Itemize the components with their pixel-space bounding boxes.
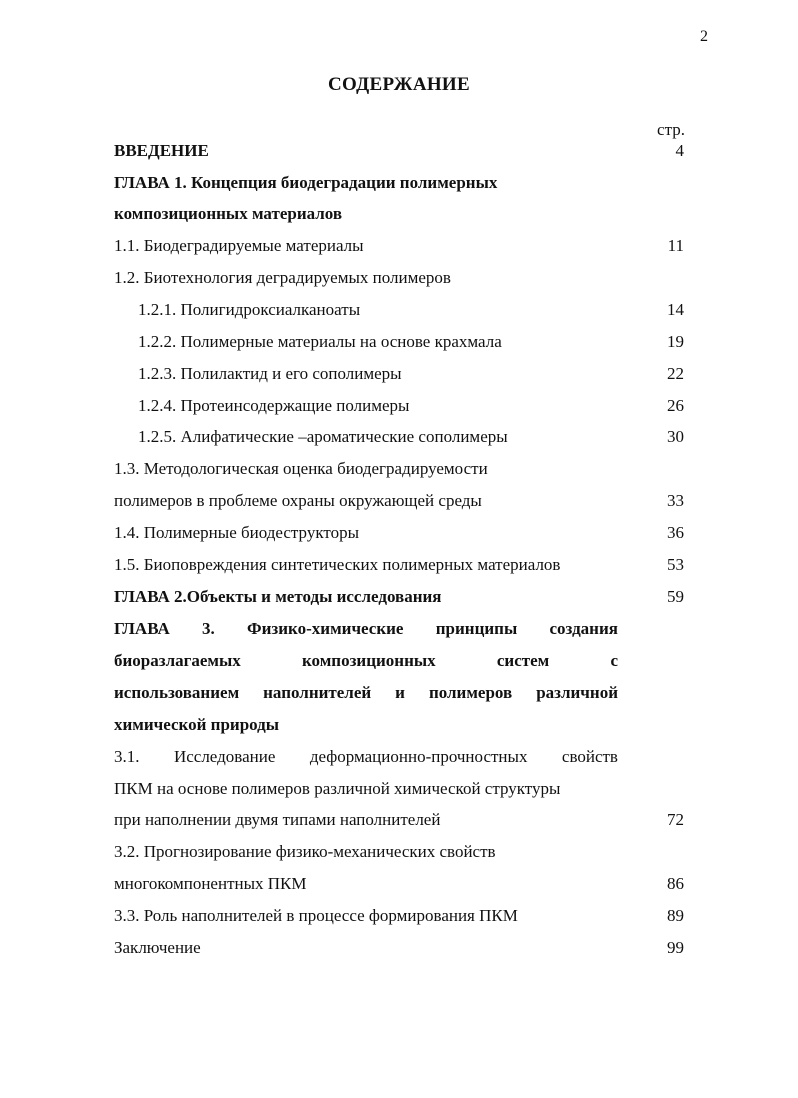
toc-word: наполнителей xyxy=(263,683,372,702)
toc-entry-text xyxy=(114,747,618,767)
toc-word: Физико-химические xyxy=(247,619,404,638)
toc-entry-text: 1.2.3. Полилактид и его сополимеры xyxy=(138,364,402,383)
toc-word: свойств xyxy=(561,747,618,766)
toc-entry-page: 14 xyxy=(667,300,684,319)
toc-entry-text: полимеров в проблеме охраны окружающей среды xyxy=(114,491,482,510)
toc-word: 3.1. xyxy=(114,747,140,766)
page-column-header: стр. xyxy=(657,120,685,139)
toc-entry-text: 3.3. Роль наполнителей в процессе формирования ПКМ xyxy=(114,906,518,925)
toc-entry-page: 72 xyxy=(667,810,684,829)
toc-word: биоразлагаемых xyxy=(114,651,241,670)
toc-word: создания xyxy=(549,619,618,638)
toc-word: полимеров xyxy=(428,683,513,702)
toc-entry-text: 1.2. Биотехнология деградируемых полимеров xyxy=(114,268,451,287)
toc-entry-text: 1.2.4. Протеинсодержащие полимеры xyxy=(138,396,410,415)
toc-entry-text: ГЛАВА 1. Концепция биодеградации полимерных xyxy=(114,173,498,192)
page-title: СОДЕРЖАНИЕ xyxy=(328,74,470,95)
toc-entry-page: 11 xyxy=(667,236,684,255)
toc-entry-text: ПКМ на основе полимеров различной химической структуры xyxy=(114,779,561,798)
toc-entry-page: 59 xyxy=(667,587,684,606)
toc-entry-text: 1.4. Полимерные биодеструкторы xyxy=(114,523,359,542)
toc-entry-page: 19 xyxy=(667,332,684,351)
toc-word: ГЛАВА xyxy=(114,619,170,638)
toc-entry-text: 1.3. Методологическая оценка биодеградируемости xyxy=(114,459,488,478)
toc-entry-page: 86 xyxy=(667,874,684,893)
toc-entry-text: композиционных материалов xyxy=(114,204,343,223)
toc-entry-text xyxy=(114,619,618,639)
toc-entry-text xyxy=(114,683,618,703)
toc-entry-page: 22 xyxy=(667,364,684,383)
toc-entry-page: 99 xyxy=(667,938,684,957)
toc-entry-text: 1.2.5. Алифатические –ароматические сополимеры xyxy=(138,427,508,446)
toc-entry-text: многокомпонентных ПКМ xyxy=(114,874,307,893)
toc-entry-page: 36 xyxy=(667,523,684,542)
toc-word: использованием xyxy=(114,683,240,702)
toc-entry-page: 26 xyxy=(667,396,684,415)
toc-word: Исследование xyxy=(173,747,276,766)
toc-entry-text: 1.2.1. Полигидроксиалканоаты xyxy=(138,300,361,319)
toc-entry-page: 53 xyxy=(667,555,684,574)
toc-word: деформационно-прочностных xyxy=(309,747,528,766)
toc-entry-page: 33 xyxy=(667,491,684,510)
toc-word: и xyxy=(395,683,405,702)
toc-entry-text: ВВЕДЕНИЕ xyxy=(114,141,209,160)
toc-entry-text xyxy=(114,651,618,671)
toc-word: с xyxy=(610,651,618,670)
toc-word: 3. xyxy=(202,619,215,638)
toc-word: различной xyxy=(536,683,618,702)
toc-entry-text: 1.5. Биоповреждения синтетических полимерных материалов xyxy=(114,555,561,574)
toc-word: принципы xyxy=(435,619,518,638)
toc-word: систем xyxy=(496,651,550,670)
toc-entry-page: 89 xyxy=(667,906,684,925)
toc-entry-text: 3.2. Прогнозирование физико-механических свойств xyxy=(114,842,496,861)
toc-entry-page: 30 xyxy=(667,427,684,446)
toc-word: композиционных xyxy=(301,651,436,670)
toc-entry-page: 4 xyxy=(675,141,684,160)
page-number: 2 xyxy=(700,28,708,45)
toc-entry-text: Заключение xyxy=(114,938,201,957)
toc-entry-text: ГЛАВА 2.Объекты и методы исследования xyxy=(114,587,442,606)
toc-entry-text: при наполнении двумя типами наполнителей xyxy=(114,810,441,829)
toc-entry-text: химической природы xyxy=(114,715,280,734)
toc-entry-text: 1.2.2. Полимерные материалы на основе крахмала xyxy=(138,332,502,351)
toc-entry-text: 1.1. Биодеградируемые материалы xyxy=(114,236,364,255)
